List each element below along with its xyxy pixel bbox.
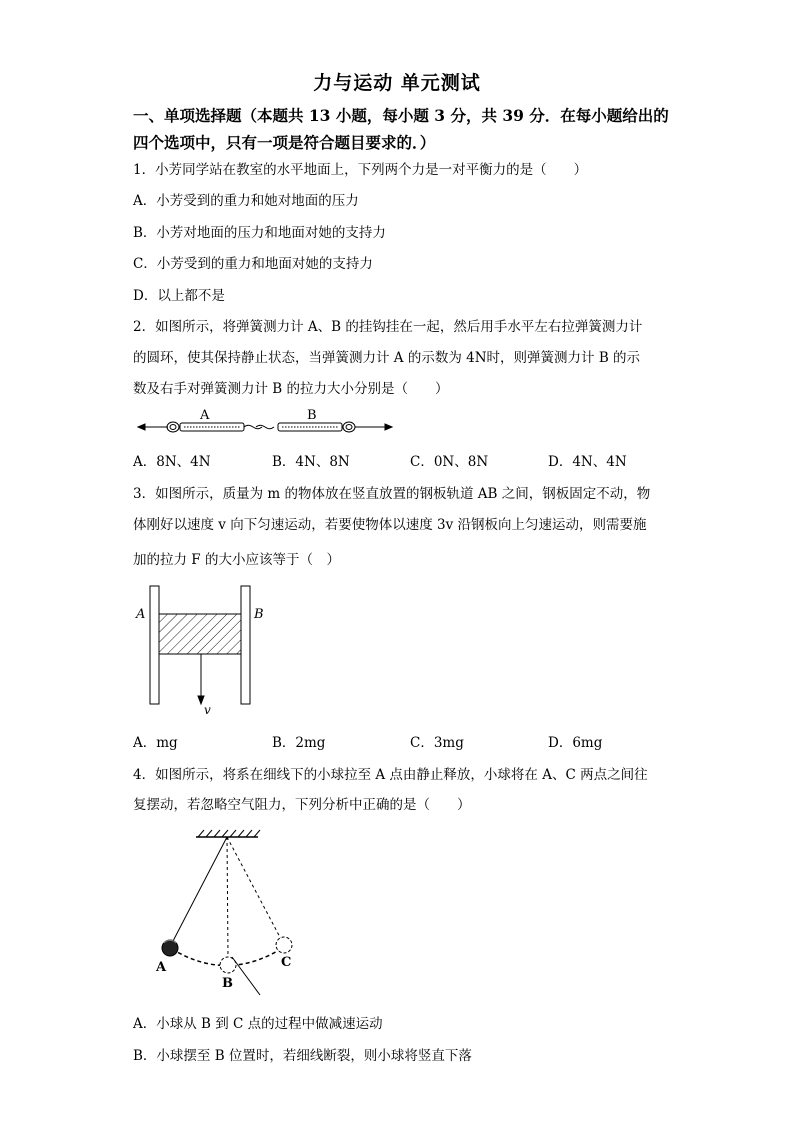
- q3-option-c: C．3mg: [410, 735, 464, 751]
- plate-a: [150, 586, 159, 704]
- q1-option-c: C．小芳受到的重力和地面对她的支持力: [133, 256, 373, 272]
- plate-b-label: B: [254, 607, 264, 622]
- q4-pendulum-figure: [150, 825, 310, 997]
- q3-option-a: A．mg: [133, 735, 178, 751]
- q2-stem-line-2: 的圆环，使其保持静止状态，当弹簧测力计 A 的示数为 4N时，则弹簧测力计 B 的示: [133, 350, 641, 366]
- point-b-label: B: [222, 976, 233, 991]
- right-ring: [343, 422, 355, 432]
- q1-option-a: A．小芳受到的重力和她对地面的压力: [133, 193, 359, 209]
- right-arrow-icon: [385, 424, 392, 430]
- left-ring-inner: [170, 425, 176, 430]
- q4-stem-line-1: 4．如图所示，将系在细线下的小球拉至 A 点由静止释放，小球将在 A、C 两点之间往: [133, 767, 648, 783]
- point-a-label: A: [156, 960, 167, 975]
- left-ring: [167, 422, 179, 432]
- q2-spring-scale-figure: [130, 405, 400, 437]
- block-m: [159, 614, 241, 654]
- section-heading-line-2: 四个选项中，只有一项是符合题目要求的．）: [133, 133, 436, 152]
- string-a: [172, 837, 227, 943]
- q1-option-b: B．小芳对地面的压力和地面对她的支持力: [133, 225, 386, 241]
- string-b: [227, 837, 228, 957]
- q2-option-c: C．0N、8N: [410, 454, 489, 470]
- ball-c: [276, 937, 292, 953]
- q2-stem-line-1: 2．如图所示，将弹簧测力计 A、B 的挂钩挂在一起，然后用手水平左右拉弹簧测力计: [133, 319, 643, 335]
- left-arrow-icon: [138, 424, 145, 430]
- q2-stem-line-3: 数及右手对弹簧测力计 B 的拉力大小分别是（ ）: [133, 381, 449, 397]
- q1-option-d: D．以上都不是: [133, 288, 225, 304]
- page-title: 力与运动 单元测试: [313, 72, 481, 94]
- scale-a-label: A: [200, 408, 210, 423]
- velocity-label: v: [204, 703, 211, 717]
- q3-option-d: D．6mg: [548, 735, 603, 751]
- q2-option-b: B．4N、8N: [272, 454, 350, 470]
- q4-option-a: A．小球从 B 到 C 点的过程中做减速运动: [133, 1016, 383, 1032]
- q1-stem: 1．小芳同学站在教室的水平地面上，下列两个力是一对平衡力的是（ ）: [133, 162, 588, 178]
- ceiling-hatch: [198, 830, 260, 837]
- string-c: [227, 837, 282, 941]
- q4-option-b: B．小球摆至 B 位置时，若细线断裂，则小球将竖直下落: [133, 1048, 472, 1064]
- q4-stem-line-2: 复摆动，若忽略空气阻力，下列分析中正确的是（ ）: [133, 797, 471, 813]
- point-c-label: C: [281, 955, 292, 970]
- q3-option-b: B．2mg: [272, 735, 326, 751]
- q3-stem-line-1: 3．如图所示，质量为 m 的物体放在竖直放置的钢板轨道 AB 之间，钢板固定不动，物: [133, 486, 651, 502]
- q2-option-a: A．8N、4N: [133, 454, 211, 470]
- plate-b: [241, 586, 250, 704]
- q2-option-d: D．4N、4N: [548, 454, 627, 470]
- plate-a-label: A: [136, 607, 146, 622]
- right-ring-inner: [346, 425, 352, 430]
- scale-b-label: B: [307, 408, 317, 423]
- q3-steel-plate-figure: [130, 582, 270, 722]
- q3-stem-line-2: 体刚好以速度 v 向下匀速运动，若要使物体以速度 3v 沿钢板向上匀速运动，则需要施: [133, 517, 647, 533]
- q3-stem-line-3: 加的拉力 F 的大小应该等于（ ）: [133, 552, 340, 568]
- section-heading-line-1: 一、单项选择题（本题共 13 小题，每小题 3 分，共 39 分．在每小题给出的: [133, 106, 669, 125]
